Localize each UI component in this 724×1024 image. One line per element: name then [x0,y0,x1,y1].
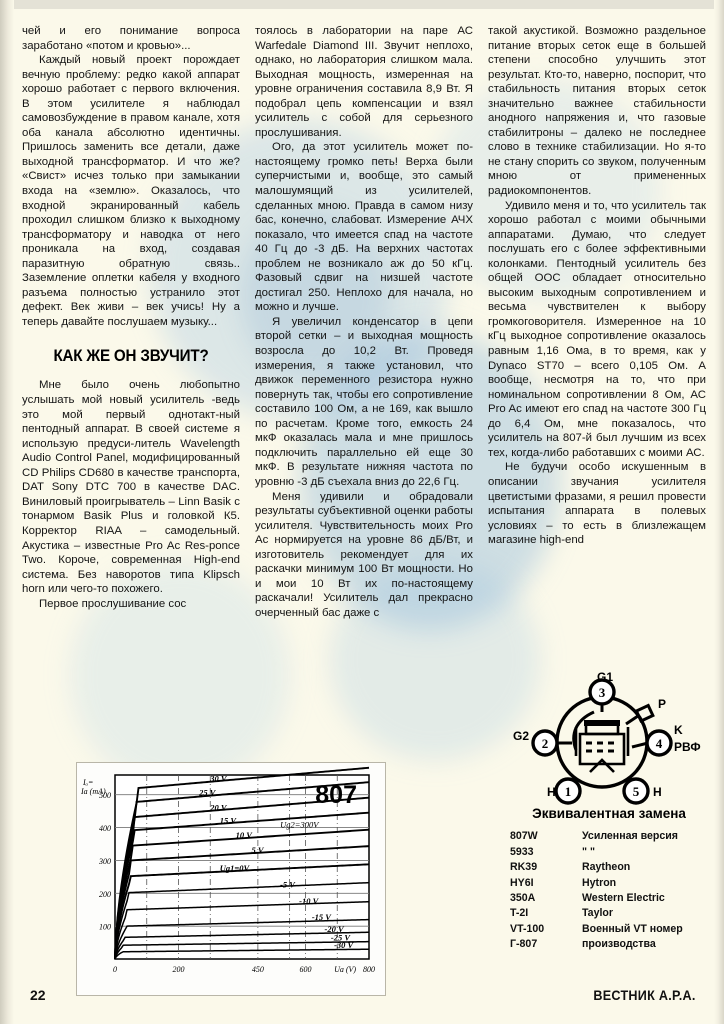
chart-series-label: -30 V [334,939,354,950]
replacement-maker: Taylor [582,907,614,920]
section-heading: КАК ЖЕ ОН ЗВУЧИТ? [53,347,209,366]
page-left-edge-shadow [0,0,14,1024]
article-columns [22,24,706,724]
table-row [504,937,714,952]
chart-ytick-label: 300 [99,856,111,866]
pin-number-1: 1 [564,784,572,799]
chart-yaxis-label: Ia (mA) [81,787,106,796]
replacement-table-heading: Эквивалентная замена [532,806,686,821]
replacement-table [504,829,714,952]
pin-label-h2: H [653,785,662,799]
tube-internal-electrodes [576,720,628,772]
chart-series-label: 5 V [251,845,264,856]
page-top-edge [0,0,724,9]
pin-label-plate: P [658,697,667,711]
replacement-maker: Военный VT номер [582,922,683,935]
pin-label-pbf: PВФ [674,740,701,754]
chart-series-label: -5 V [280,879,295,890]
replacement-maker: производства [582,938,656,951]
chart-annotation-ug2: Ug2=300V [280,819,319,830]
chart-xaxis-label: Ua (V) [334,965,357,974]
replacement-type: T-2I [510,907,529,920]
body-paragraph: Первое прослушивание сос [39,597,187,610]
replacement-maker: Western Electric [582,891,665,904]
chart-xtick-label: 200 [172,965,185,974]
chart-series-label: -25 V [330,932,351,943]
chart-series-label: Ug1=0V [219,862,250,873]
table-row [504,844,714,859]
chart-series-label: 25 V [199,787,216,798]
body-paragraph: такой акустикой. Возможно раздельное питание вторых сеток еще в большей степени способно улучшить этот результат. Кто-то, наверно, поспорит, что стабильность питания вторых сеток значительно важнее стабильности анодного напряжения и, что газовые стабилитроны – далеко не последнее слово в технике стабилизации. Но я-то не стану спорить со звуком, полученным мною от примененных радиокомпонентов. [488,25,706,198]
text-column-1 [22,24,240,724]
pin-label-k: K [674,723,683,737]
replacement-type: RK39 [510,861,538,874]
pin-label-g2: G2 [513,729,530,743]
table-row [504,860,714,875]
replacement-maker: Raytheon [582,861,631,874]
replacement-type: 807W [510,830,538,843]
table-row [504,891,714,906]
tube-characteristics-chart [76,762,386,996]
page-number: 22 [30,987,46,1003]
replacement-maker: Hytron [582,876,617,889]
chart-ytick-label: 200 [99,889,111,899]
table-row [504,829,714,844]
pin-number-5: 5 [632,784,640,799]
tube-pinout-diagram [498,672,706,812]
chart-series-label: 30 V [210,773,227,784]
table-row [504,875,714,890]
pin-number-2: 2 [541,736,549,751]
chart-series-label: -10 V [299,895,319,906]
pin-number-4: 4 [655,736,663,751]
journal-name: ВЕСТНИК А.Р.А. [593,987,696,1003]
plate-cap-icon [636,706,652,721]
chart-yaxis-label-1: Iₐ= [83,778,94,787]
body-paragraph: Удивило меня и то, что усилитель так хорошо работал с моими обычными аппаратами. Думаю, что следует послушать его с более эффективными колонками. Пентодный усилитель без общей ООС обладает относительно высоким выходным сопротивлением и весьма чувствителен к выбору громкоговорителя. Измеренное на 10 кГц выходное сопротивление оказалось равным 1,16 Ома, в то время, как у Dynaco ST70 – всего 0,105 Ом. А вообще, несмотря на то, что при номинальном сопротивлении 8 Ом, АС Pro Ac имеют его спад на частоте 300 Гц до 6,4 Ом, мне показалось, что усилитель на 807-й был лучшим из всех тех, когда-либо работавших с моими АС. [488,199,706,459]
chart-series-label: -15 V [311,912,331,923]
chart-series-label: 10 V [235,830,252,841]
body-paragraph: Ого, да этот усилитель может по-настоящему громко петь! Верха были суперчистыми и, вообще, это самый малошумящий из усилителей, сделанных мною. Правда в самом низу бас, конечно, слабоват. Измерение АЧХ показало, что имеется спад на частоте 40 Гц до -3 дБ. На верхних частотах проблем не возникало аж до 50 кГц. Фазовый сдвиг на низшей частоте достигал 250. Неплохо для начала, но можно и лучше. [255,141,473,314]
replacement-maker: " " [582,845,595,858]
page-right-edge-shadow [714,0,724,1024]
chart-svg [77,763,385,995]
chart-series-label: 15 V [219,815,237,826]
replacement-type: Г-807 [510,938,538,951]
body-paragraph: Меня удивили и обрадовали результаты субъективной оценки работы усилителя. Чувствительность моих Pro Ac нормируется на уровне 86 дБ/Вт, и изготовитель рекомендует для их раскачки минимум 100 Вт мощности. Но и мои 10 Вт их по-настоящему раскачали! Усилитель дал прекрасно очерченный бас даже с [255,490,473,619]
chart-series-label: 20 V [210,802,227,813]
chart-xtick-label: 600 [299,965,312,974]
body-paragraph: Не будучи особо искушенным в описании звучания усилителя цветистыми фразами, я решил провести испытания аппарата в полевых условиях – то есть в близлежащем магазине high-end [488,461,706,547]
replacement-maker: Усиленная версия [582,830,678,843]
table-row [504,906,714,921]
chart-title: 807 [315,781,357,809]
chart-ytick-label: 400 [99,824,111,834]
body-paragraph: Мне было очень любопытно услышать мой новый усилитель -ведь это мой первый однотакт-ный пентодный аппарат. В своей системе я использую предуси-литель Wavelength Audio Control Panel, модифицированный CD Philips CD680 в качестве транспорта, DAT Sony DTC 700 в качестве DAC. Виниловый проигрыватель – Linn Basik с тонармом Basik Plus и головкой К5. Корректор RIAA – самодельный. Акустика – известные Pro Ac Res-ponce Two. Короче, современная High-end система. Без наворотов типа Klipsch horn или чего-то похожего. [22,379,240,596]
pinout-svg [498,672,706,812]
table-row [504,921,714,936]
chart-ytick-label: 100 [99,922,111,932]
body-paragraph: чей и его понимание вопроса заработано «потом и кровью»... [22,25,240,52]
pin-label-h1: H [547,785,556,799]
body-paragraph: Каждый новый проект порождает вечную проблему: редко какой аппарат хорошо работает с первого включения. В этом усилителе я наблюдал самовозбуждение в правом канале, хотя оба канала абсолютно идентичны. Пришлось заменить все детали, даже выходной трансформатор. И что же? «Свист» исчез только при замыкании входа на «землю». Оказалось, что входной экранированный кабель проходил слишком близко к выходному трансформатору и наводка от него проникала на вход, создавая паразитную обратную связь.. Заземление оплетки кабеля у входного разъема полностью устранило этот дефект. Век живи – век учись! Ну а теперь давайте послушаем музыку... [22,54,240,328]
chart-ytick-label: 500 [99,791,111,801]
replacement-type: 350A [510,891,536,904]
replacement-type: VT-100 [510,922,545,935]
replacement-type: 5933 [510,845,534,858]
tube-grid-dashes [586,743,618,751]
chart-series-label: -20 V [324,924,344,935]
pin-label-g1: G1 [597,672,614,684]
pin-number-3: 3 [598,685,606,700]
replacement-type: HY6I [510,876,534,889]
page-footer [0,978,724,1024]
chart-xtick-label: 450 [251,965,264,974]
chart-xtick-label: 800 [363,965,375,974]
body-paragraph: тоялось в лаборатории на паре АС Warfedale Diamond III. Звучит неплохо, однако, но лаборатория слишком мала. Выходная мощность, измеренная на уровне ограничения составила 8,9 Вт. Я подобрал цепь компенсации и взял усилитель с собой для серьезного прослушивания. [255,25,473,139]
text-column-3 [488,24,706,724]
text-column-2 [255,24,473,724]
body-paragraph: Я увеличил конденсатор в цепи второй сетки – и выходная мощность возросла до 10,2 Вт. Проведя измерения, я также установил, что движок переменного резистора нужно повернуть так, чтобы его сопротивление составило 100 Ом, а не 169, как вышло по расчетам. Кроме того, емкость 24 мкФ оказалась мала и мне пришлось подключить параллельно ей еще 30 мкФ. В результате нижняя частота по уровню -3 дБ съехала вниз до 22,6 Гц. [255,315,473,488]
chart-xtick-label: 0 [113,965,117,974]
equivalent-replacement-table [504,806,714,952]
